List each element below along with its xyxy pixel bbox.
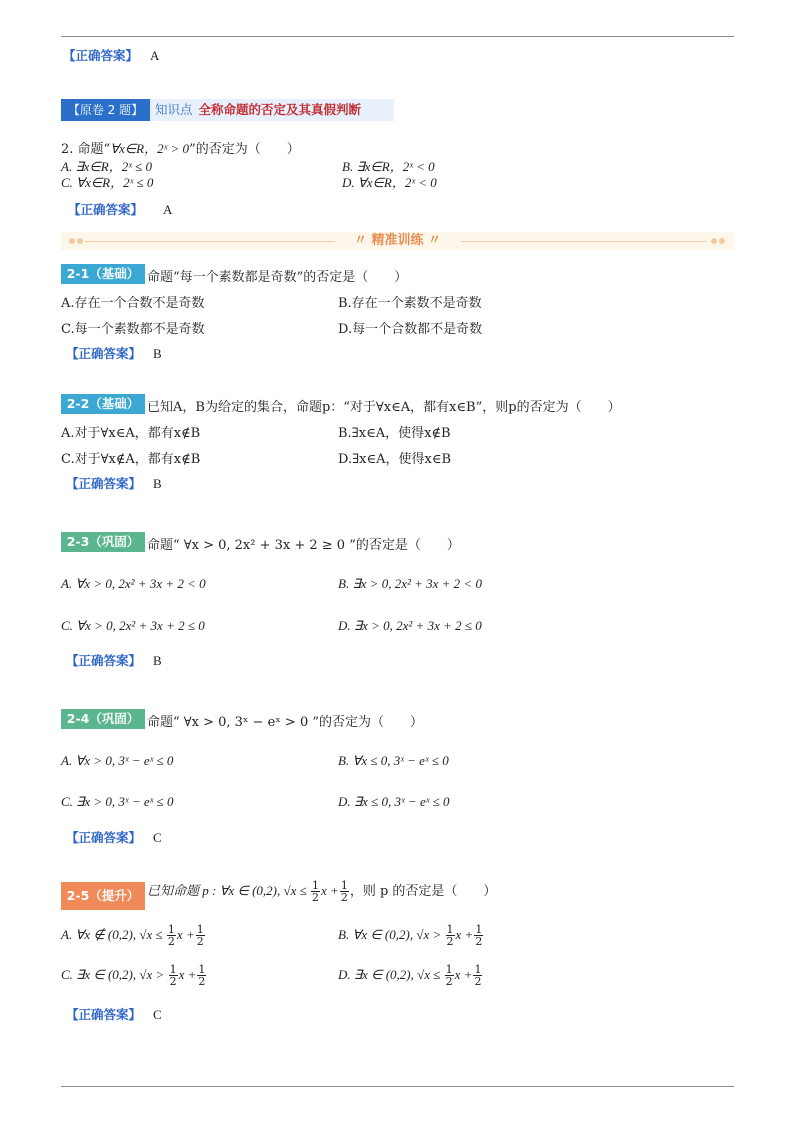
q24-option-b: B. ∀x ≤ 0, 3ˣ − eˣ ≤ 0	[338, 753, 449, 768]
q25-option-b	[338, 924, 484, 947]
fraction-numerator: 1	[196, 923, 204, 936]
section-title-text: 精准训练	[371, 233, 424, 248]
answer-label: 【正确答案】	[66, 476, 142, 491]
fraction-denominator: 2	[312, 891, 320, 904]
q22-stem: 已知A，B为给定的集合，命题p：“对于∀x∈A，都有x∈B”，则p的否定为（ ）	[147, 400, 621, 415]
q2-option-c: C. ∀x∈R，2ˣ ≤ 0	[61, 175, 154, 190]
q21-stem: 命题“每一个素数都是奇数”的否定是（ ）	[147, 270, 408, 285]
q25-option-c-text: C. ∃x ∈ (0,2), √x >	[61, 967, 168, 982]
q21-option-d: D.每一个合数都不是奇数	[338, 322, 483, 337]
q25-xplus: x +	[454, 967, 473, 982]
q24-option-a: A. ∀x > 0, 3ˣ − eˣ ≤ 0	[61, 753, 174, 768]
section-divider	[61, 232, 734, 250]
q25-stem	[147, 880, 496, 903]
knowledge-point-text: 全称命题的否定及其真假判断	[198, 102, 362, 117]
q23-stem: 命题“ ∀x > 0, 2x² + 3x + 2 ≥ 0 ”的否定是（ ）	[147, 538, 460, 553]
fraction	[445, 964, 454, 987]
q25-option-a-text: A. ∀x ∉ (0,2), √x ≤	[61, 927, 166, 942]
fraction-numerator: 1	[198, 963, 206, 976]
q23-option-c: C. ∀x > 0, 2x² + 3x + 2 ≤ 0	[61, 618, 205, 633]
q2-stem	[61, 138, 300, 157]
fraction-denominator: 2	[446, 935, 454, 948]
q25-xplus: x +	[176, 927, 195, 942]
section-title	[61, 232, 734, 250]
fraction-denominator: 2	[475, 935, 483, 948]
fraction	[311, 880, 320, 903]
q25-xplus: x +	[455, 927, 474, 942]
fraction	[197, 964, 206, 987]
q25-option-d-text: D. ∃x ∈ (0,2), √x ≤	[338, 967, 444, 982]
top-rule	[61, 36, 734, 37]
fraction-numerator: 1	[312, 879, 320, 892]
q25-tag: 2-5（提升）	[61, 882, 145, 910]
fraction	[340, 880, 349, 903]
answer-value: B	[153, 346, 162, 361]
q24-tag: 2-4（巩固）	[61, 709, 145, 729]
q2-option-b: B. ∃x∈R，2ˣ < 0	[342, 159, 435, 174]
fraction-denominator: 2	[169, 975, 177, 988]
q25-option-b-text: B. ∀x ∈ (0,2), √x >	[338, 927, 445, 942]
fraction	[167, 924, 176, 947]
q23-answer	[66, 651, 162, 669]
fraction-numerator: 1	[167, 923, 175, 936]
knowledge-point-label: 知识点	[155, 102, 193, 117]
fraction-denominator: 2	[196, 935, 204, 948]
answer-label: 【正确答案】	[66, 653, 142, 668]
fraction-denominator: 2	[198, 975, 206, 988]
q25-stem-a: 已知命题 p : ∀x ∈ (0,2), √x ≤	[147, 883, 311, 898]
fraction-numerator: 1	[445, 963, 453, 976]
knowledge-point	[155, 99, 361, 121]
fraction-denominator: 2	[474, 975, 482, 988]
fraction	[196, 924, 205, 947]
source-badge: 【原卷 2 题】	[61, 99, 150, 121]
answer-value: A	[163, 202, 173, 217]
q21-tag: 2-1（基础）	[61, 264, 145, 284]
q25-xplus: x +	[321, 883, 339, 898]
q21-answer	[66, 344, 162, 362]
q21-option-a: A.存在一个合数不是奇数	[61, 296, 205, 311]
fraction	[446, 924, 455, 947]
q2-option-a: A. ∃x∈R，2ˣ ≤ 0	[61, 159, 152, 174]
answer-label: 【正确答案】	[68, 202, 144, 217]
fraction-numerator: 1	[474, 963, 482, 976]
fraction	[473, 964, 482, 987]
answer-value: A	[150, 48, 160, 63]
q21-option-c: C.每一个素数都不是奇数	[61, 322, 205, 337]
q23-option-b: B. ∃x > 0, 2x² + 3x + 2 < 0	[338, 576, 482, 591]
q22-option-d: D.∃x∈A，使得x∈B	[338, 452, 451, 467]
fraction-numerator: 1	[340, 879, 348, 892]
fraction	[474, 924, 483, 947]
q2-answer	[68, 200, 172, 218]
q2-stem-math: ∀x∈R，2ˣ > 0	[110, 141, 190, 156]
answer-label: 【正确答案】	[66, 830, 142, 845]
fraction-denominator: 2	[445, 975, 453, 988]
answer-label: 【正确答案】	[63, 48, 139, 63]
q25-answer	[66, 1005, 162, 1023]
section-title-mark-right: 〃	[423, 233, 442, 248]
q24-answer	[66, 828, 162, 846]
section-title-mark-left: 〃	[353, 233, 372, 248]
q22-tag: 2-2（基础）	[61, 394, 145, 414]
q25-option-c	[61, 964, 207, 987]
q2-option-d: D. ∀x∈R，2ˣ < 0	[342, 175, 437, 190]
q25-option-d	[338, 964, 483, 987]
q24-stem: 命题“ ∀x > 0, 3ˣ − eˣ > 0 ”的否定为（ ）	[147, 715, 423, 730]
bottom-rule	[61, 1086, 734, 1087]
fraction-denominator: 2	[340, 891, 348, 904]
q24-option-c: C. ∃x > 0, 3ˣ − eˣ ≤ 0	[61, 794, 174, 809]
q22-option-b: B.∃x∈A，使得x∉B	[338, 426, 451, 441]
fraction-numerator: 1	[475, 923, 483, 936]
fraction-numerator: 1	[169, 963, 177, 976]
q24-option-d: D. ∃x ≤ 0, 3ˣ − eˣ ≤ 0	[338, 794, 450, 809]
q23-option-d: D. ∃x > 0, 2x² + 3x + 2 ≤ 0	[338, 618, 482, 633]
answer-value: B	[153, 476, 162, 491]
top-answer	[63, 46, 159, 64]
q23-tag: 2-3（巩固）	[61, 532, 145, 552]
q25-stem-b: ，则 p 的否定是（ ）	[349, 884, 497, 899]
answer-label: 【正确答案】	[66, 1007, 142, 1022]
q22-option-a: A.对于∀x∈A，都有x∉B	[61, 426, 201, 441]
q25-xplus: x +	[178, 967, 197, 982]
fraction-numerator: 1	[446, 923, 454, 936]
q25-option-a	[61, 924, 206, 947]
q21-option-b: B.存在一个素数不是奇数	[338, 296, 482, 311]
q22-option-c: C.对于∀x∉A，都有x∉B	[61, 452, 201, 467]
q2-stem-a: 2. 命题“	[61, 142, 111, 157]
q23-option-a: A. ∀x > 0, 2x² + 3x + 2 < 0	[61, 576, 206, 591]
answer-label: 【正确答案】	[66, 346, 142, 361]
fraction-denominator: 2	[167, 935, 175, 948]
q22-answer	[66, 474, 162, 492]
fraction	[169, 964, 178, 987]
answer-value: C	[153, 830, 162, 845]
q2-stem-b: ”的否定为（ ）	[189, 142, 300, 157]
answer-value: C	[153, 1007, 162, 1022]
answer-value: B	[153, 653, 162, 668]
